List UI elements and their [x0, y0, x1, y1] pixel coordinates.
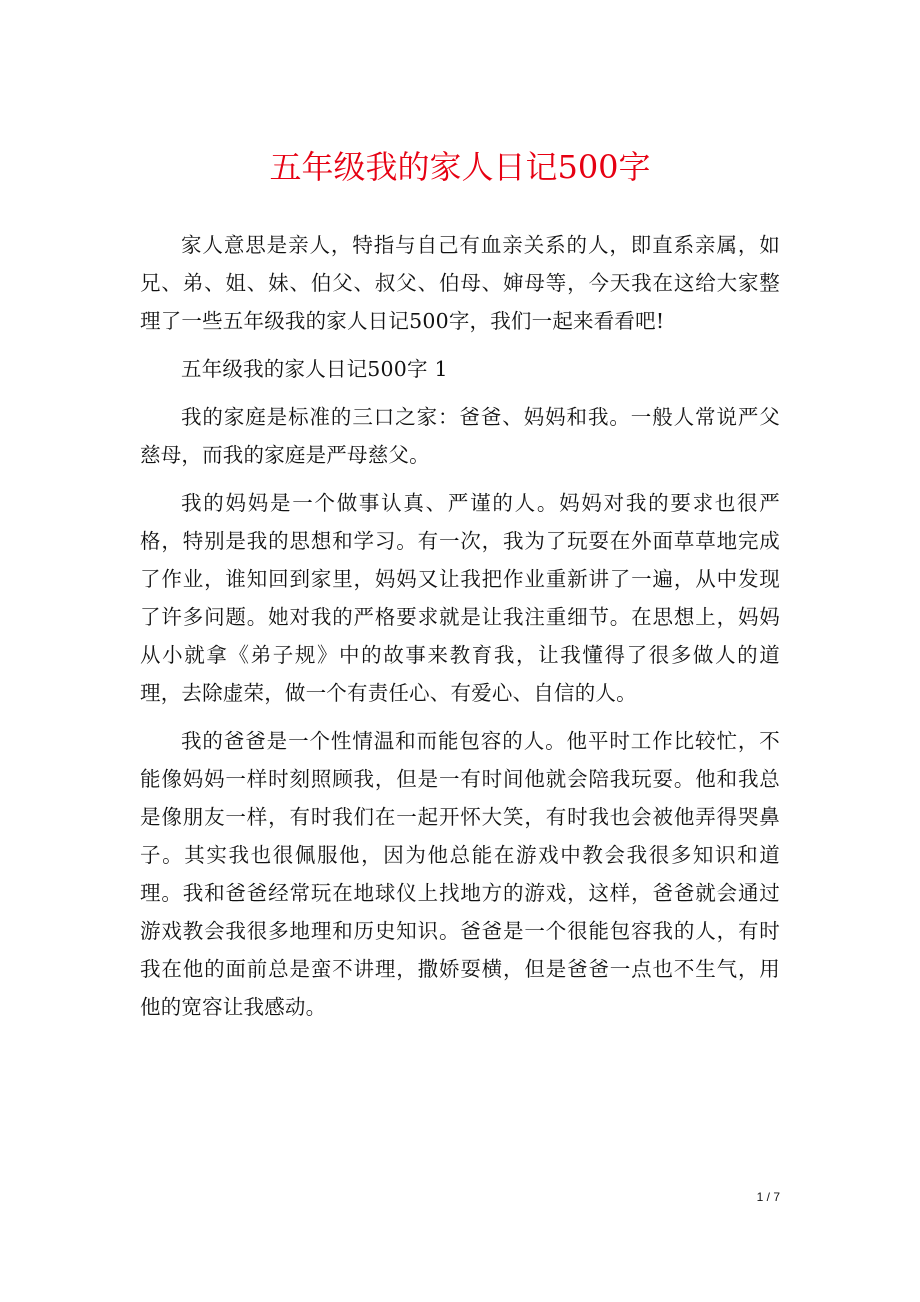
document-title: 五年级我的家人日记500字	[269, 148, 651, 186]
document-body	[140, 226, 780, 1036]
section-heading: 五年级我的家人日记500字 1	[181, 357, 448, 381]
paragraph-family: 我的家庭是标准的三口之家：爸爸、妈妈和我。一般人常说严父慈母，而我的家庭是严母慈父。	[140, 405, 780, 467]
paragraph-intro: 家人意思是亲人，特指与自己有血亲关系的人，即直系亲属，如兄、弟、姐、妹、伯父、叔父、伯母、婶母等，今天我在这给大家整理了一些五年级我的家人日记500字，我们一起来看看吧!	[140, 233, 780, 333]
paragraph-father: 我的爸爸是一个性情温和而能包容的人。他平时工作比较忙，不能像妈妈一样时刻照顾我，但是一有时间他就会陪我玩耍。他和我总是像朋友一样，有时我们在一起开怀大笑，有时我也会被他弄得哭鼻子。其实我也很佩服他，因为他总能在游戏中教会我很多知识和道理。我和爸爸经常玩在地球仪上找地方的游戏，这样，爸爸就会通过游戏教会我很多地理和历史知识。爸爸是一个很能包容我的人，有时我在他的面前总是蛮不讲理，撒娇耍横，但是爸爸一点也不生气，用他的宽容让我感动。	[140, 729, 780, 1019]
page-number: 1 / 7	[756, 1190, 780, 1204]
paragraph-mother: 我的妈妈是一个做事认真、严谨的人。妈妈对我的要求也很严格，特别是我的思想和学习。有一次，我为了玩耍在外面草草地完成了作业，谁知回到家里，妈妈又让我把作业重新讲了一遍，从中发现了许多问题。她对我的严格要求就是让我注重细节。在思想上，妈妈从小就拿《弟子规》中的故事来教育我，让我懂得了很多做人的道理，去除虚荣，做一个有责任心、有爱心、自信的人。	[140, 491, 780, 705]
